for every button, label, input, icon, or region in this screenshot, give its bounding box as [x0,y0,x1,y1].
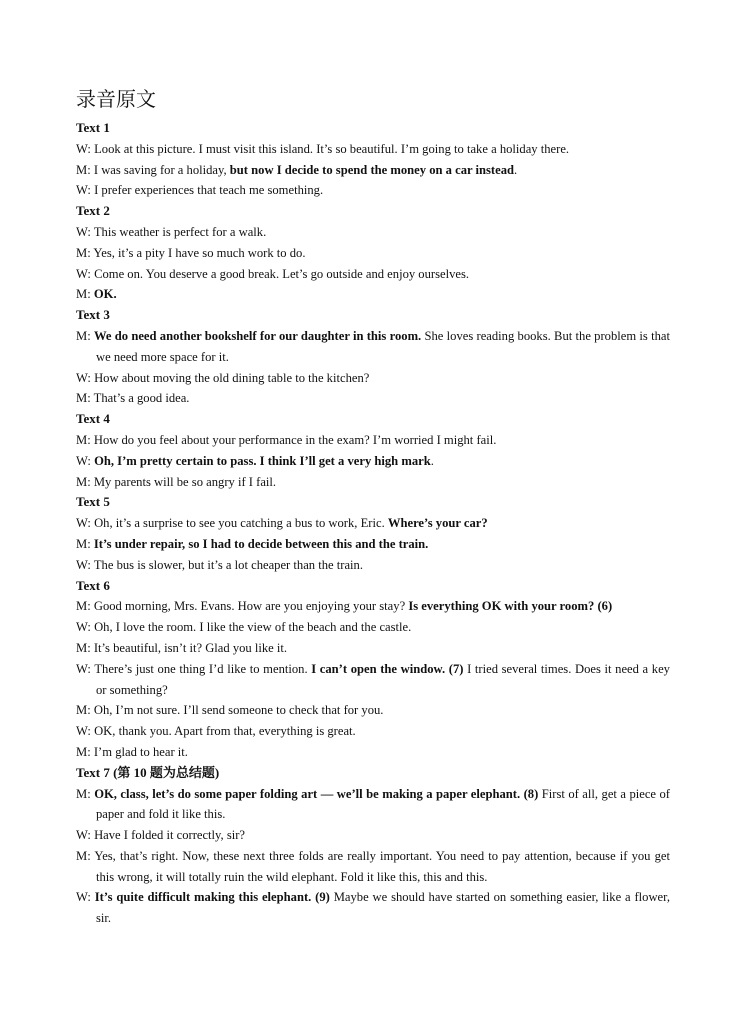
dialogue-text: There’s just one thing I’d like to mention. [94,661,312,676]
speaker-label: M: [76,599,94,614]
dialogue-text: I was saving for a holiday, [93,162,230,177]
key-sentence: I can’t open the window. (7) [311,661,464,676]
dialogue-line [76,368,670,389]
dialogue-text: Oh, it’s a surprise to see you catching a bus to work, Eric. [94,516,388,531]
dialogue-text: Look at this picture. I must visit this island. It’s so beautiful. I’m going to take a holiday there. [94,141,570,156]
dialogue-line [76,742,670,763]
dialogue-line [76,534,670,555]
dialogue-line [76,472,670,493]
dialogue-text: Oh, I love the room. I like the view of the beach and the castle. [94,620,412,635]
speaker-label: W: [76,828,95,843]
speaker-label: M: [76,640,94,655]
section-heading: Text 7 (第 10 题为总结题) [76,764,220,780]
speaker-label: M: [76,848,95,863]
speaker-label: M: [76,432,94,447]
speaker-label: W: [76,370,95,385]
dialogue-line [76,846,670,888]
dialogue-text: She loves reading books. But the problem is that we need more space for it. [96,328,670,364]
speaker-label: M: [76,786,95,801]
dialogue-line [76,430,670,451]
transcript-body [76,118,670,929]
dialogue-text: Maybe we should have started on something easier, like a flower, sir. [96,890,670,926]
dialogue-text: . [514,162,518,177]
dialogue-line [76,638,670,659]
section-heading: Text 2 [76,203,110,219]
dialogue-line [76,659,670,701]
dialogue-text: It’s beautiful, isn’t it? Glad you like it. [93,640,288,655]
section-heading: Text 6 [76,577,110,593]
speaker-label: M: [76,703,94,718]
speaker-label: W: [76,183,95,198]
dialogue-line [76,326,670,368]
key-sentence: OK, class, let’s do some paper folding art — we’ll be making a paper elephant. (8) [94,786,539,801]
dialogue-line [76,180,670,201]
key-sentence: It’s under repair, so I had to decide between this and the train. [93,536,429,551]
dialogue-text: That’s a good idea. [93,391,190,406]
dialogue-line [76,700,670,721]
dialogue-text: My parents will be so angry if I fail. [93,474,277,489]
speaker-label: M: [76,744,94,759]
speaker-label: M: [76,391,94,406]
dialogue-text: Yes, it’s a pity I have so much work to do. [93,245,306,260]
dialogue-text: This weather is perfect for a walk. [93,224,267,239]
dialogue-text: How do you feel about your performance in the exam? I’m worried I might fail. [93,432,497,447]
dialogue-text: I’m glad to hear it. [93,744,188,759]
dialogue-text: Good morning, Mrs. Evans. How are you enjoying your stay? [93,599,409,614]
key-sentence: We do need another bookshelf for our daughter in this room. [93,328,422,343]
dialogue-line [76,264,670,285]
dialogue-line [76,243,670,264]
document-page [76,86,670,929]
dialogue-line [76,887,670,929]
speaker-label: W: [76,516,95,531]
speaker-label: W: [76,266,95,281]
key-sentence: but now I decide to spend the money on a car instead [229,162,514,177]
speaker-label: W: [76,724,95,739]
dialogue-line [76,139,670,160]
dialogue-line [76,388,670,409]
dialogue-text: How about moving the old dining table to the kitchen? [94,370,370,385]
speaker-label: W: [76,620,95,635]
dialogue-line [76,451,670,472]
dialogue-text: I prefer experiences that teach me something. [94,183,324,198]
dialogue-line [76,284,670,305]
dialogue-line [76,784,670,826]
section-heading: Text 3 [76,307,110,323]
dialogue-text: Yes, that’s right. Now, these next three folds are really important. You need to pay attention, because if you get this wrong, it will totally ruin the wild elephant. Fold it like this, this and this. [94,848,670,884]
speaker-label: W: [76,453,95,468]
key-sentence: OK. [93,287,117,302]
dialogue-line [76,513,670,534]
dialogue-line [76,222,670,243]
key-sentence: It’s quite difficult making this elephant. (9) [94,890,330,905]
dialogue-text: Come on. You deserve a good break. Let’s go outside and enjoy ourselves. [94,266,470,281]
speaker-label: W: [76,661,95,676]
key-sentence: Oh, I’m pretty certain to pass. I think I’ll get a very high mark [94,453,431,468]
speaker-label: M: [76,287,94,302]
speaker-label: M: [76,536,94,551]
dialogue-line [76,721,670,742]
speaker-label: M: [76,474,94,489]
dialogue-text: OK, thank you. Apart from that, everything is great. [94,724,356,739]
speaker-label: M: [76,245,94,260]
dialogue-text: First of all, get a piece of paper and fold it like this. [96,786,670,822]
dialogue-text: Oh, I’m not sure. I’ll send someone to check that for you. [93,703,384,718]
section-heading: Text 1 [76,120,110,135]
dialogue-text: The bus is slower, but it’s a lot cheaper than the train. [93,557,363,572]
speaker-label: W: [76,557,94,572]
section-heading: Text 4 [76,411,110,427]
key-sentence: Where’s your car? [387,516,488,531]
speaker-label: W: [76,890,95,905]
dialogue-line [76,596,670,617]
dialogue-text: . [430,453,434,468]
dialogue-line [76,160,670,181]
speaker-label: W: [76,224,94,239]
section-heading: Text 5 [76,494,110,510]
dialogue-text: Have I folded it correctly, sir? [94,828,246,843]
dialogue-text: I tried several times. Does it need a key or something? [96,661,670,697]
dialogue-line [76,555,670,576]
dialogue-line [76,617,670,638]
page-title: 录音原文 [76,87,156,111]
speaker-label: M: [76,328,94,343]
speaker-label: W: [76,141,95,156]
key-sentence: Is everything OK with your room? (6) [408,599,613,614]
speaker-label: M: [76,162,94,177]
dialogue-line [76,825,670,846]
